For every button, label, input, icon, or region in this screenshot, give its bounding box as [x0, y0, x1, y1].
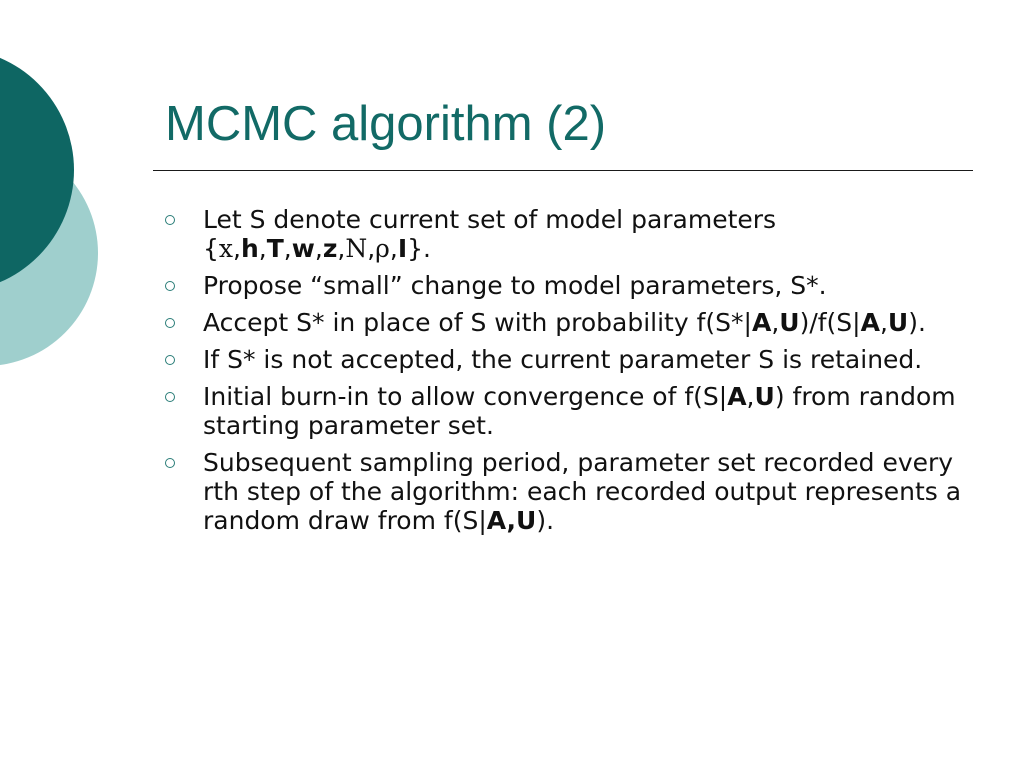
bullet-item [163, 345, 963, 374]
bold-symbol: h [240, 234, 259, 263]
bullet-text: , [258, 234, 267, 263]
circle-bullet-icon [165, 281, 175, 291]
bullet-item [163, 308, 963, 337]
bullet-text: , [389, 234, 398, 263]
bullet-text: , [337, 234, 346, 263]
bullet-text: , [283, 234, 292, 263]
bullet-text: If S* is not accepted, the current parameter S is retained. [203, 345, 923, 374]
bold-symbol: w [291, 234, 315, 263]
bold-symbol: z [322, 234, 338, 263]
bold-symbol: U [887, 308, 909, 337]
circle-bullet-icon [165, 318, 175, 328]
bold-symbol: A [751, 308, 772, 337]
bullet-text: ρ [375, 234, 390, 263]
bullet-text: N [345, 234, 368, 263]
bold-symbol: A [727, 382, 747, 411]
bullet-text: ) from random starting parameter set. [203, 382, 956, 440]
dark-teal-circle [0, 48, 74, 292]
title-divider [153, 170, 973, 171]
bullet-text: )/f(S| [799, 308, 861, 337]
bold-symbol: U [779, 308, 800, 337]
bullet-text: Accept S* in place of S with probability f(S*| [203, 308, 752, 337]
bullet-text: , [314, 234, 323, 263]
bullet-text: , [771, 308, 780, 337]
bullet-item [163, 205, 963, 263]
circle-bullet-icon [165, 355, 175, 365]
bullet-text: Subsequent sampling period, parameter set recorded every rth step of the algorithm: each recorded output represents a random draw from f(S| [203, 448, 962, 535]
slide-title: MCMC algorithm (2) [165, 97, 607, 151]
bullet-text: }. [407, 234, 431, 263]
bullet-text: Let S denote current set of model parameters { [203, 205, 777, 263]
bullet-text: Initial burn-in to allow convergence of f(S| [203, 382, 728, 411]
bold-symbol: I [397, 234, 408, 263]
bullet-text: , [746, 382, 755, 411]
circle-bullet-icon [165, 392, 175, 402]
bullet-text: x [218, 234, 234, 263]
bold-symbol: T [266, 234, 284, 263]
bold-symbol: U [754, 382, 775, 411]
circle-bullet-icon [165, 458, 175, 468]
bullet-item [163, 271, 963, 300]
bullet-text: ). [536, 506, 555, 535]
bullet-item [163, 382, 963, 440]
bold-symbol: A,U [486, 506, 537, 535]
bullet-text: , [367, 234, 376, 263]
bold-symbol: A [860, 308, 880, 337]
bullet-text: , [879, 308, 888, 337]
bullet-text: Propose “small” change to model parameters, S*. [203, 271, 827, 300]
circle-bullet-icon [165, 215, 175, 225]
bullet-text: , [233, 234, 241, 263]
bullet-item [163, 448, 963, 535]
bullet-list [163, 205, 963, 543]
light-teal-circle [0, 140, 98, 366]
bullet-text: ). [908, 308, 926, 337]
